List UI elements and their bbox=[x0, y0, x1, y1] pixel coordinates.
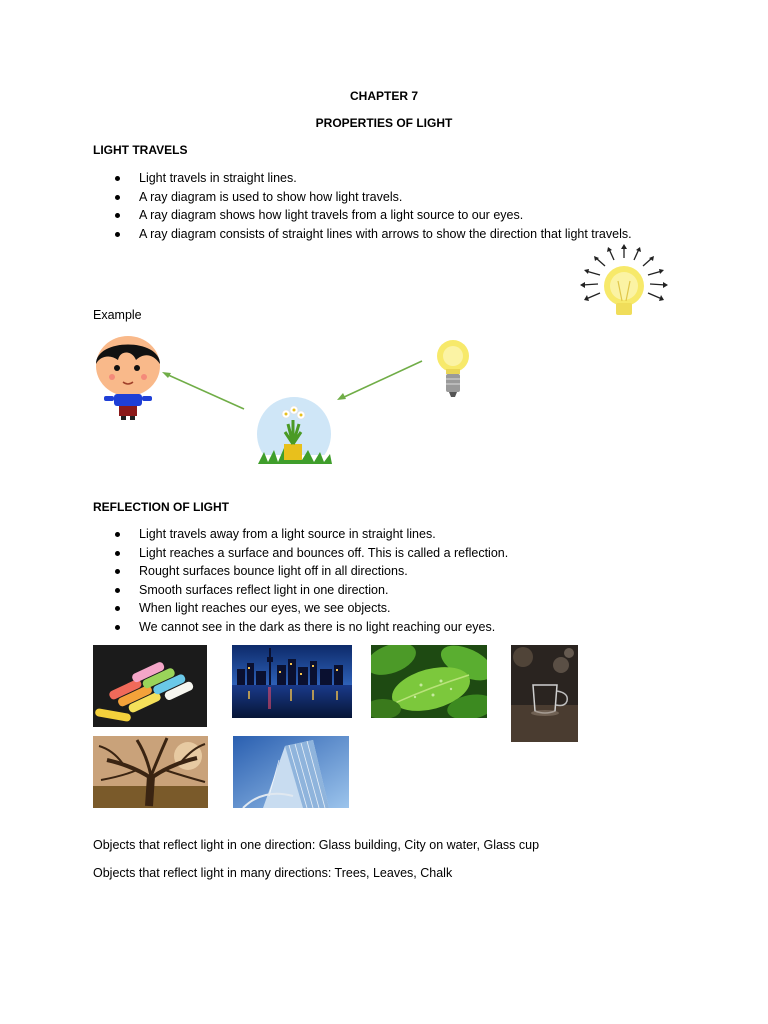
light-travels-list bbox=[93, 169, 632, 243]
reflection-list bbox=[93, 525, 508, 636]
page-title: PROPERTIES OF LIGHT bbox=[315, 116, 453, 130]
light-bulb-icon bbox=[437, 340, 469, 397]
leaves-photo bbox=[371, 645, 487, 718]
radiating-bulb-icon bbox=[576, 243, 672, 317]
section-heading-reflection: REFLECTION OF LIGHT bbox=[93, 500, 229, 514]
ray-diagram bbox=[92, 330, 482, 470]
summary-one-direction: Objects that reflect light in one direction: Glass building, City on water, Glass cup bbox=[93, 838, 540, 852]
example-label: Example bbox=[93, 308, 142, 322]
boy-icon bbox=[96, 336, 160, 420]
list-item: A ray diagram is used to show how light travels. bbox=[93, 188, 632, 207]
glass-cup-photo bbox=[511, 645, 578, 742]
plant-icon bbox=[256, 397, 332, 470]
chalk-photo bbox=[93, 645, 207, 727]
list-item: Light travels in straight lines. bbox=[93, 169, 632, 188]
list-item: When light reaches our eyes, we see objects. bbox=[93, 599, 508, 618]
section-heading-light-travels: LIGHT TRAVELS bbox=[93, 143, 188, 157]
city-on-water-photo bbox=[232, 645, 352, 718]
list-item: Rought surfaces bounce light off in all directions. bbox=[93, 562, 508, 581]
list-item: A ray diagram shows how light travels from a light source to our eyes. bbox=[93, 206, 632, 225]
list-item: We cannot see in the dark as there is no light reaching our eyes. bbox=[93, 618, 508, 637]
chapter-number: CHAPTER 7 bbox=[349, 89, 418, 103]
list-item: A ray diagram consists of straight lines with arrows to show the direction that light travels. bbox=[93, 225, 632, 244]
list-item: Light travels away from a light source in straight lines. bbox=[93, 525, 508, 544]
tree-photo bbox=[93, 736, 208, 808]
glass-building-photo bbox=[233, 736, 349, 808]
list-item: Light reaches a surface and bounces off. This is called a reflection. bbox=[93, 544, 508, 563]
list-item: Smooth surfaces reflect light in one direction. bbox=[93, 581, 508, 600]
summary-many-directions: Objects that reflect light in many directions: Trees, Leaves, Chalk bbox=[93, 866, 453, 880]
